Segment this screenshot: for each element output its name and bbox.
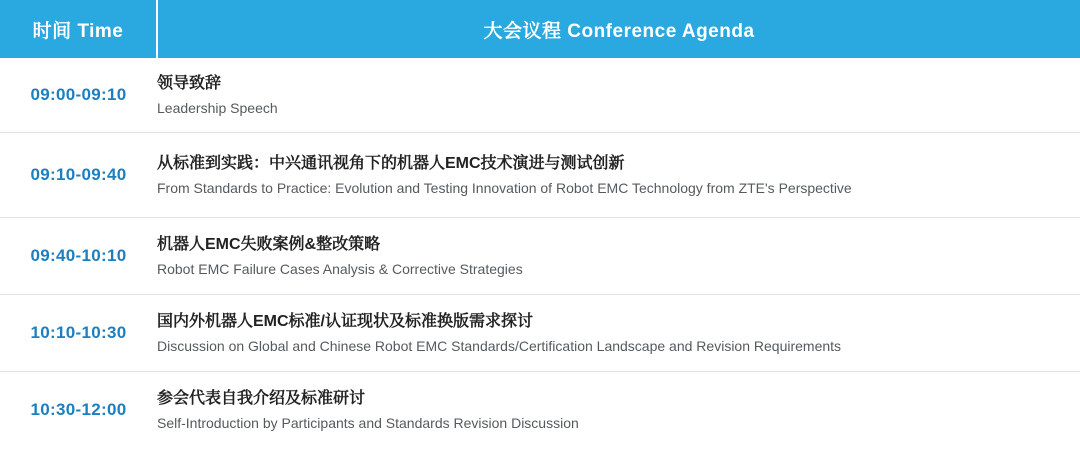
row-agenda-item — [157, 218, 1080, 295]
agenda-title-en: Self-Introduction by Participants and Standards Revision Discussion — [157, 414, 579, 431]
agenda-title-cn: 参会代表自我介绍及标准研讨 — [157, 389, 366, 407]
agenda-title-en: Leadership Speech — [157, 99, 278, 116]
agenda-title-cn: 机器人EMC失败案例&整改策略 — [157, 235, 381, 253]
row-time: 10:30-12:00 — [30, 400, 127, 419]
agenda-title-cn: 领导致辞 — [157, 74, 222, 92]
agenda-title-en: Robot EMC Failure Cases Analysis & Corrective Strategies — [157, 260, 523, 277]
table-row — [0, 58, 1080, 133]
column-header-time: 时间 Time — [0, 0, 157, 58]
row-agenda-item — [157, 133, 1080, 218]
column-header-agenda: 大会议程 Conference Agenda — [157, 0, 1080, 58]
table-row — [0, 133, 1080, 218]
table-row — [0, 372, 1080, 449]
agenda-title-cn: 从标准到实践：中兴通讯视角下的机器人EMC技术演进与测试创新 — [157, 154, 625, 172]
agenda-title-cn: 国内外机器人EMC标准/认证现状及标准换版需求探讨 — [157, 312, 534, 330]
row-agenda-item — [157, 58, 1080, 133]
row-time: 09:40-10:10 — [0, 218, 157, 295]
table-header-row — [0, 0, 1080, 58]
agenda-title-en: Discussion on Global and Chinese Robot EMC Standards/Certification Landscape and Revision Requirements — [157, 337, 842, 354]
agenda-title-en: From Standards to Practice: Evolution and Testing Innovation of Robot EMC Technology from ZTE's Perspective — [157, 179, 852, 196]
table-row — [0, 218, 1080, 295]
row-agenda-item — [157, 295, 1080, 372]
row-time: 09:00-09:10 — [0, 58, 157, 133]
row-agenda-item — [157, 372, 1080, 449]
row-time: 09:10-09:40 — [0, 133, 157, 218]
row-time: 10:10-10:30 — [0, 295, 157, 372]
table-row — [0, 295, 1080, 372]
